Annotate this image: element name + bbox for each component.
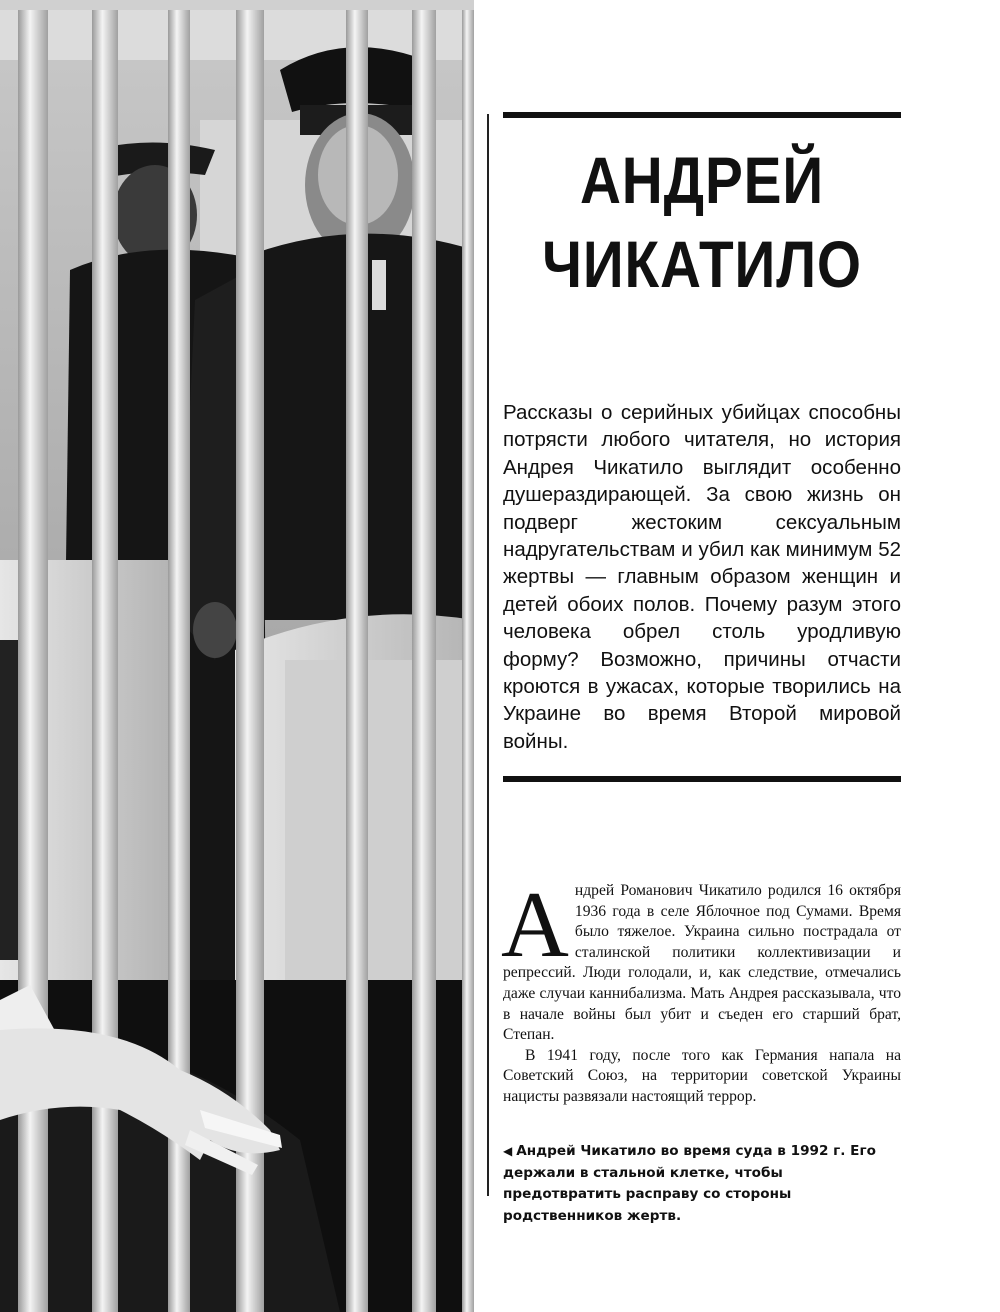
photo-caption [503, 1141, 901, 1227]
body-text [501, 873, 901, 1108]
drop-cap: А [501, 873, 569, 977]
body-paragraph-1 [501, 873, 901, 1046]
courtroom-photo [0, 0, 474, 1312]
column-divider [487, 114, 489, 1196]
photo-illustration [0, 0, 474, 1312]
lead-paragraph: Рассказы о серийных убийцах способны потрясти любого читателя, но история Андрея Чикатило выглядит особенно душераздирающей. За свою жизнь он подверг жестоким сексуальным надругательствам и убил как минимум 52 жертвы — главным образом женщин и детей обоих полов. Почему разум этого человека обрел столь уродливую форму? Возможно, причины отчасти кроются в ужасах, которые творились на Украине во время Второй мировой войны. [503, 401, 901, 753]
chapter-title [531, 138, 873, 306]
paragraph-1-text: ндрей Романович Чикатило родился 16 октября 1936 года в селе Яблочное под Сумами. Время было тяжелое. Украина сильно пострадала от сталинской политики коллективизации и репрессий. Люди голодали, и, как следствие, отмечались даже случаи каннибализма. Мать Андрея рассказывала, что в начале войны был убит и съеден его старший брат, Степан. [503, 882, 901, 1044]
top-rule [503, 112, 901, 118]
body-paragraph-2: В 1941 году, после того как Германия напала на Советский Союз, на территории советской Украины нацисты развязали настоящий террор. [503, 1046, 901, 1105]
title-line-1: АНДРЕЙ [579, 143, 825, 217]
caption-text: Андрей Чикатило во время суда в 1992 г. Его держали в стальной клетке, чтобы предотвратить расправу со стороны родственников жертв. [503, 1143, 876, 1224]
middle-rule [503, 776, 901, 782]
title-line-2: ЧИКАТИЛО [542, 227, 862, 301]
caption-arrow-icon: ◀ [503, 1144, 513, 1158]
